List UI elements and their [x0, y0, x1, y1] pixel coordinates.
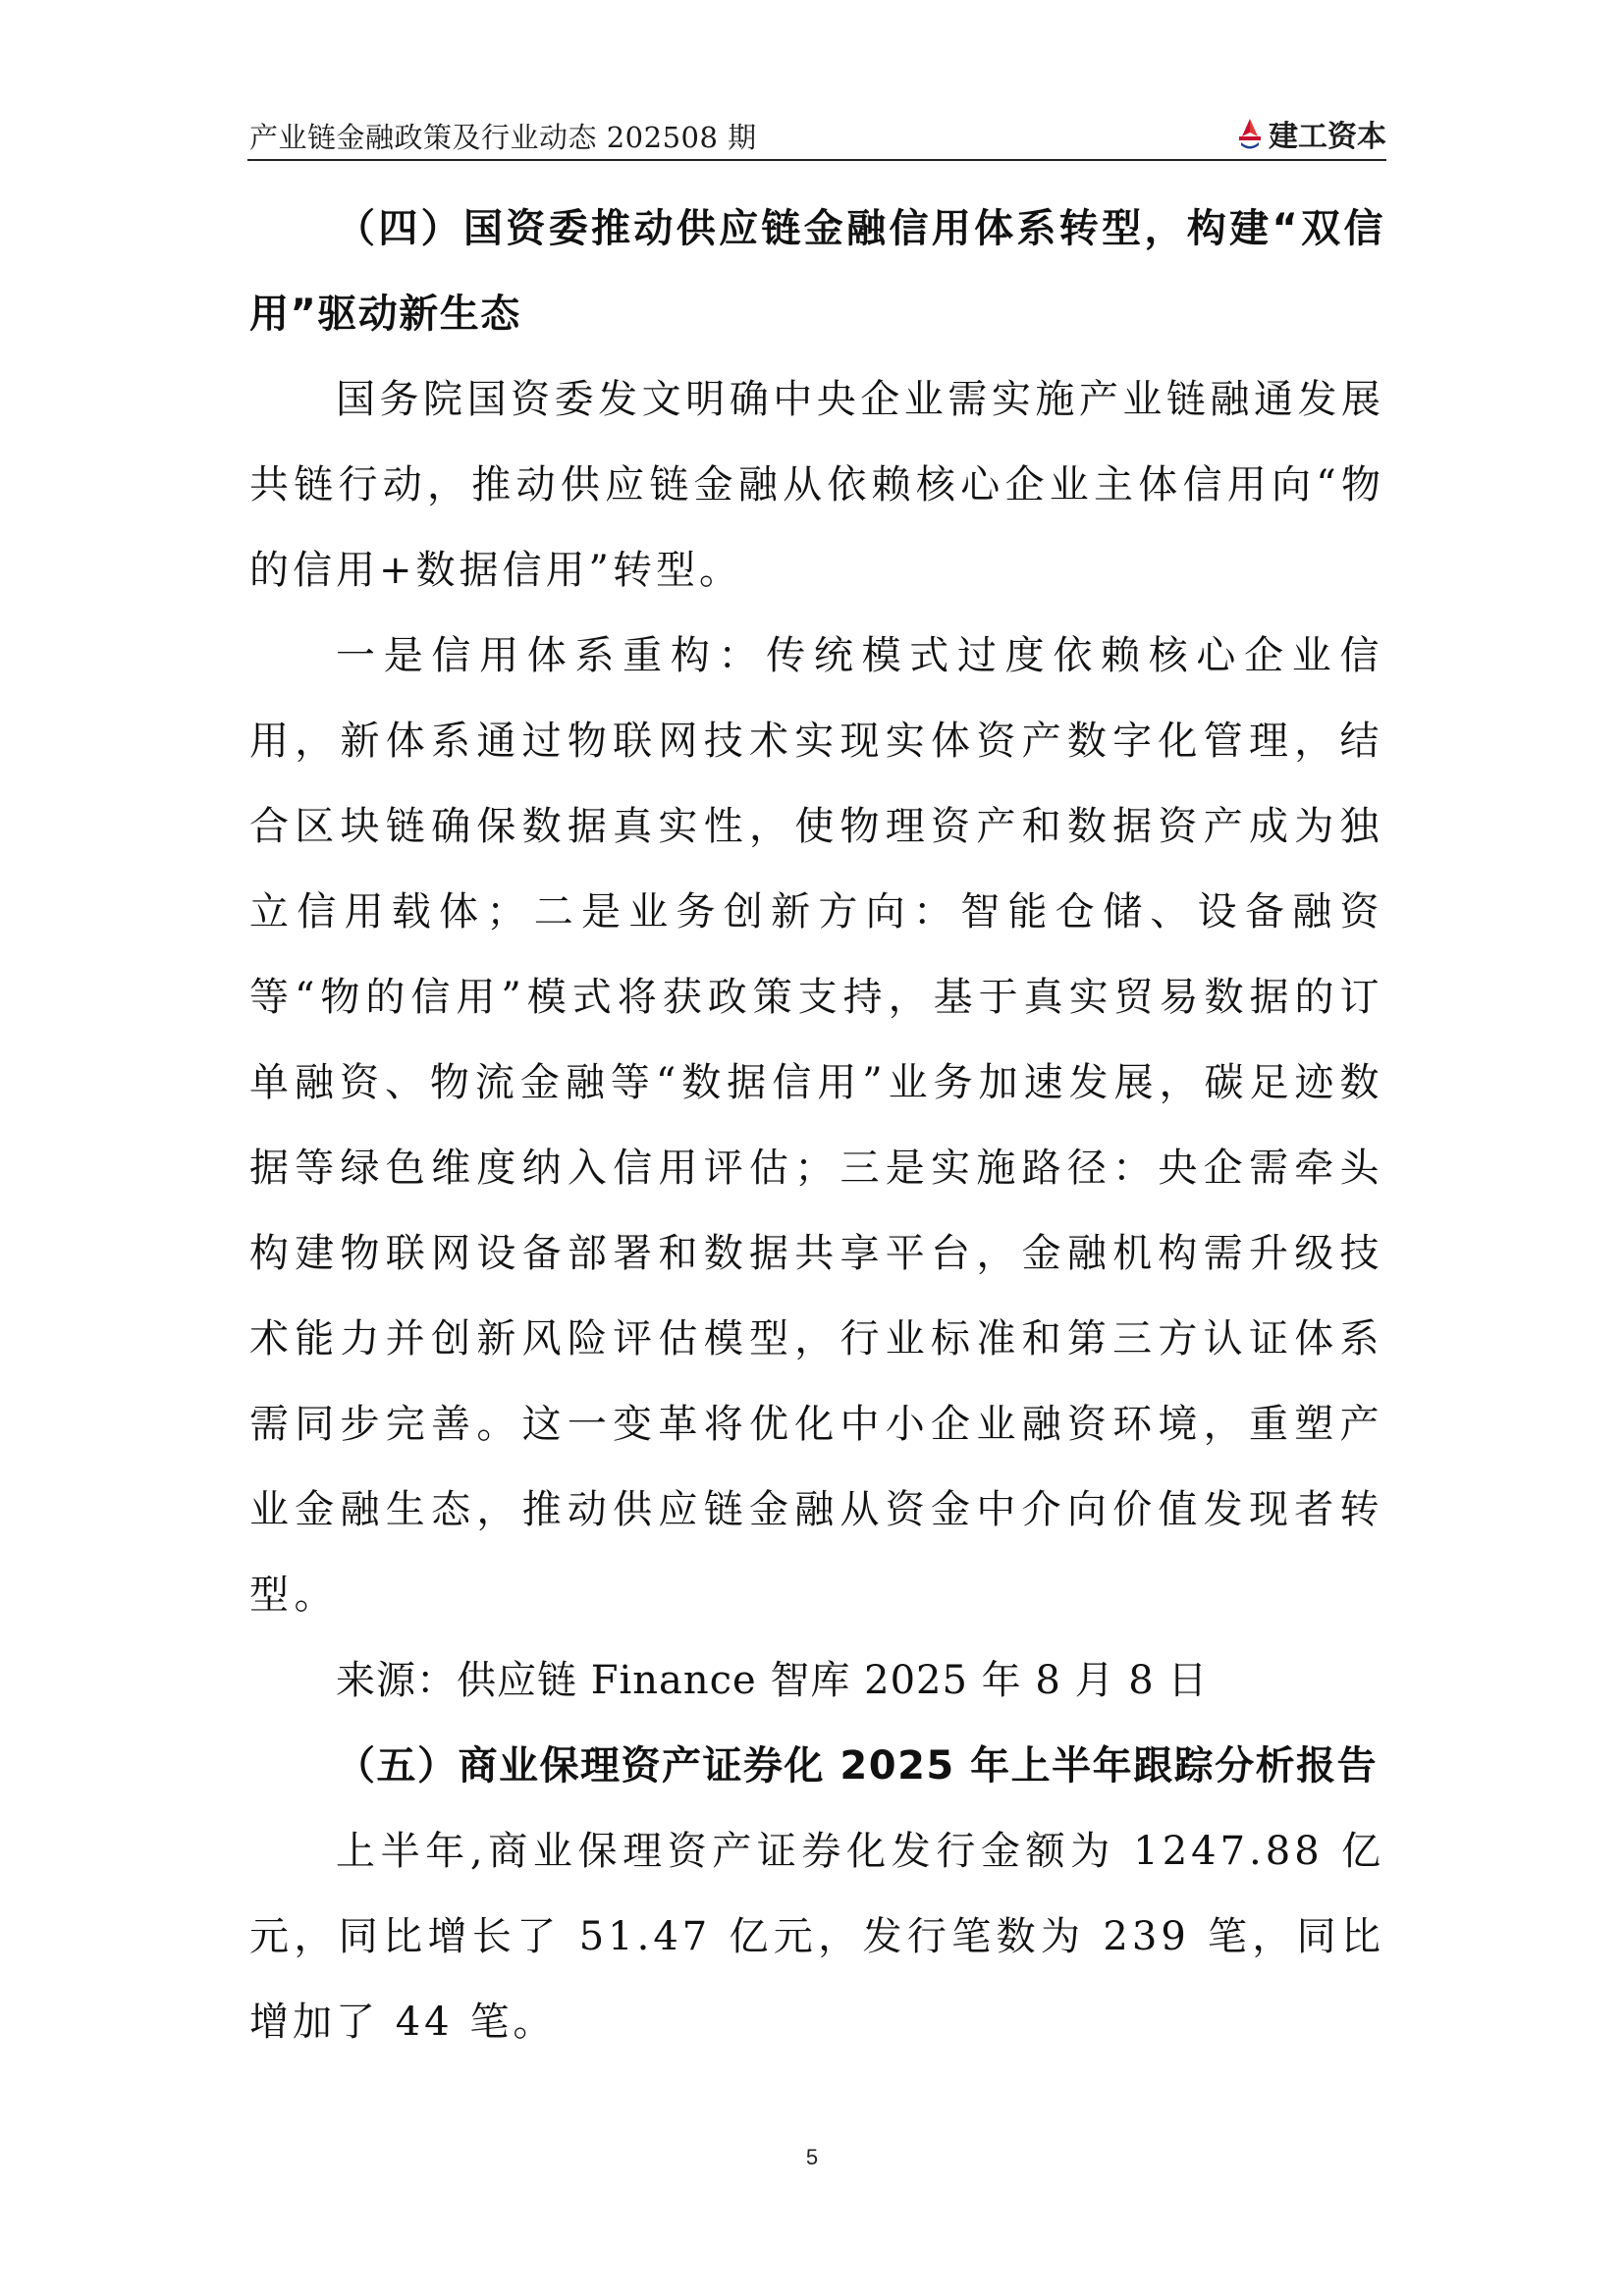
brand-name: 建工资本: [1269, 120, 1386, 154]
page-header: [247, 110, 1386, 161]
section-four-heading: （四）国资委推动供应链金融信用体系转型，构建“双信用”驱动新生态: [249, 206, 1384, 337]
section-four-paragraph-1: 国务院国资委发文明确中央企业需实施产业链融通发展共链行动，推动供应链金融从依赖核心企业主体信用向“物的信用+数据信用”转型。: [249, 377, 1384, 593]
header-brand: [1235, 112, 1386, 155]
document-body: [249, 187, 1384, 2065]
section-four-source: 来源：供应链 Finance 智库 2025 年 8 月 8 日: [336, 1658, 1209, 1703]
section-five-paragraph-1: 上半年,商业保理资产证券化发行金额为 1247.88 亿元，同比增长了 51.47 亿元，发行笔数为 239 笔，同比增加了 44 笔。: [249, 1829, 1384, 2045]
section-five-heading: （五）商业保理资产证券化 2025 年上半年跟踪分析报告: [336, 1743, 1379, 1789]
page-number: 5: [805, 2145, 819, 2169]
section-four-paragraph-2: 一是信用体系重构：传统模式过度依赖核心企业信用，新体系通过物联网技术实现实体资产数字化管理，结合区块链确保数据真实性，使物理资产和数据资产成为独立信用载体；二是业务创新方向：智能仓储、设备融资等“物的信用”模式将获政策支持，基于真实贸易数据的订单融资、物流金融等“数据信用”业务加速发展，碳足迹数据等绿色维度纳入信用评估；三是实施路径：央企需牵头构建物联网设备部署和数据共享平台，金融机构需升级技术能力并创新风险评估模型，行业标准和第三方认证体系需同步完善。这一变革将优化中小企业融资环境，重塑产业金融生态，推动供应链金融从资金中介向价值发现者转型。: [249, 633, 1384, 1618]
header-title: 产业链金融政策及行业动态 202508 期: [249, 121, 757, 154]
brand-logo-icon: [1235, 117, 1265, 150]
